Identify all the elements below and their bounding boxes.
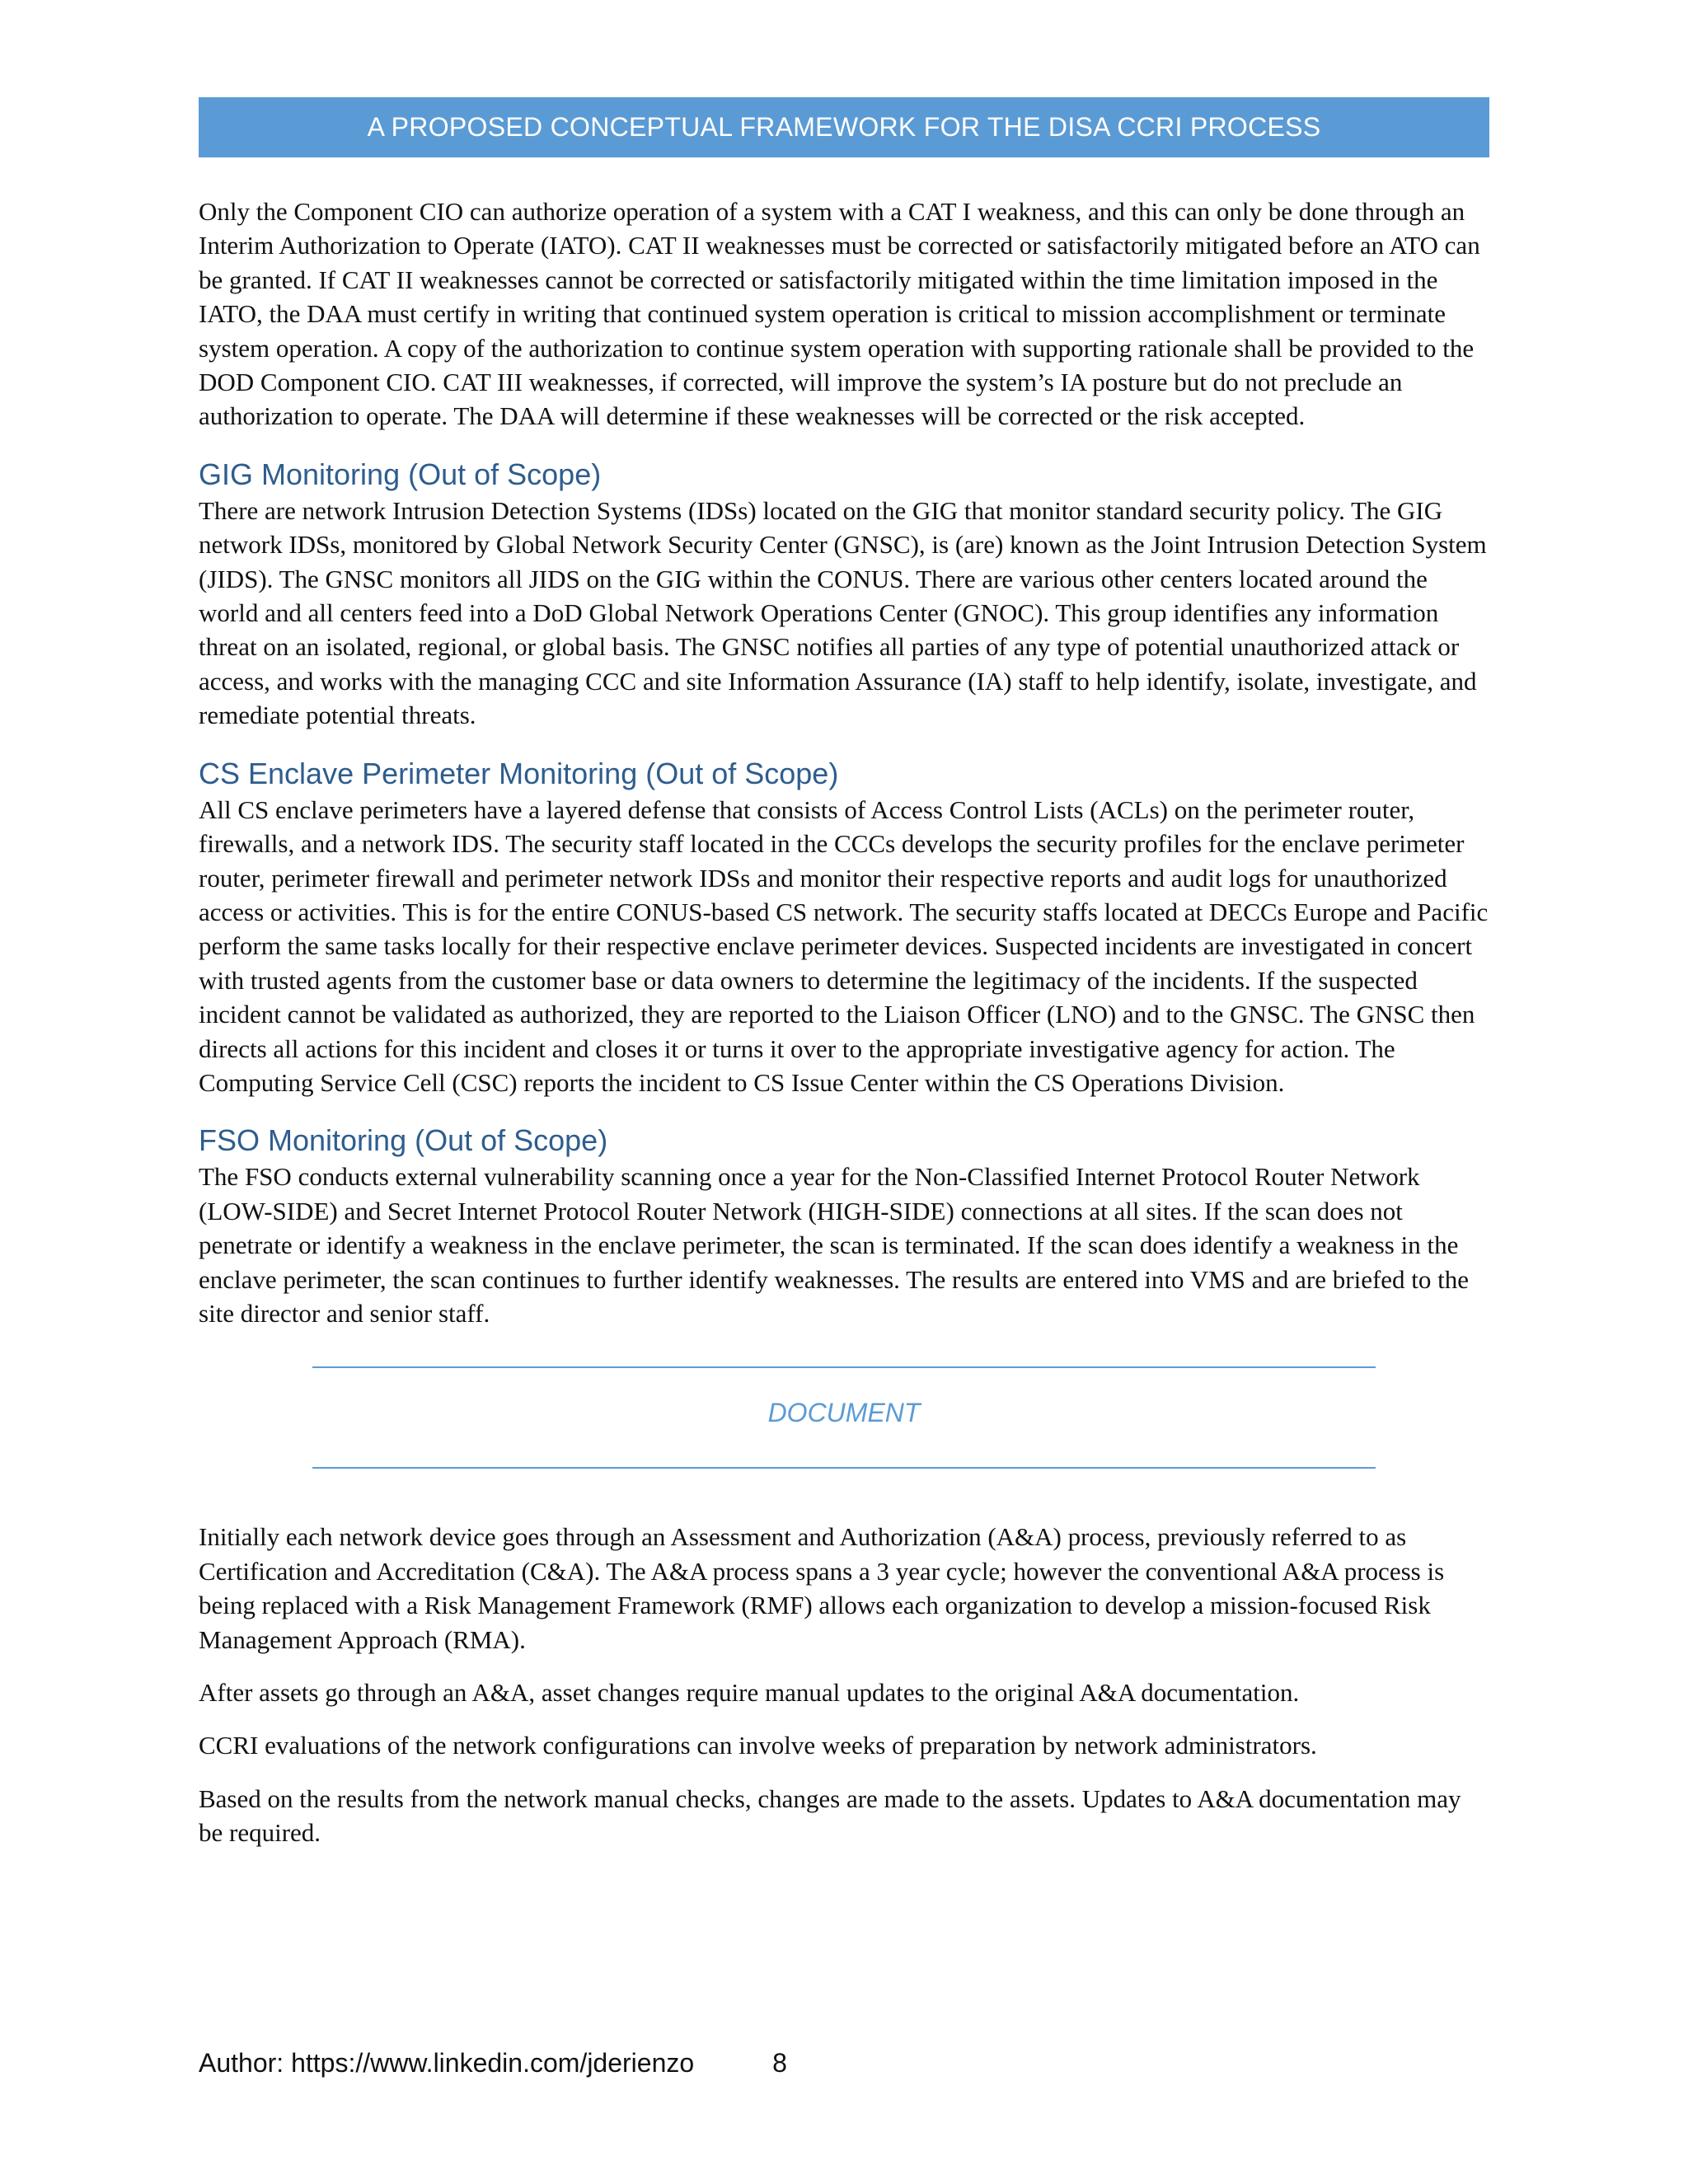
section-body: All CS enclave perimeters have a layered defense that consists of Access Control Lists (ACLs) on the perimeter router, firewalls, and a network IDS. The security staff located in the CCCs develops the security profiles for the enclave perimeter router, perimeter firewall and perimeter network IDSs and monitor their respective reports and audit logs for unauthorized access or activities. This is for the entire CONUS-based CS network. The security staffs located at DECCs Europe and Pacific perform the same tasks locally for their respective enclave perimeter devices. Suspected incidents are investigated in concert with trusted agents from the customer base or data owners to determine the legitimacy of the incidents. If the suspected incident cannot be validated as authorized, they are reported to the Liaison Officer (LNO) and to the GNSC. The GNSC then directs all actions for this incident and closes it or turns it over to the appropriate investigative agency for action. The Computing Service Cell (CSC) reports the incident to CS Issue Center within the CS Operations Division. — [199, 794, 1489, 1097]
closing-paragraph: After assets go through an A&A, asset changes require manual updates to the original A&A documentation. — [199, 1678, 1300, 1707]
quote-divider-bottom — [312, 1467, 1376, 1469]
footer-author: Author: https://www.linkedin.com/jderienzo — [199, 2048, 695, 2078]
closing-paragraph: CCRI evaluations of the network configurations can involve weeks of preparation by network administrators. — [199, 1731, 1317, 1760]
page-header-banner — [199, 97, 1489, 157]
closing-paragraph: Initially each network device goes through an Assessment and Authorization (A&A) process, previously referred to as Certification and Accreditation (C&A). The A&A process spans a 3 year cycle; however the conventional A&A process is being replaced with a Risk Management Framework (RMF) allows each organization to develop a mission-focused Risk Management Approach (RMA). — [199, 1522, 1445, 1654]
quote-text: DOCUMENT — [767, 1398, 921, 1428]
section-cs-enclave-monitoring — [199, 755, 1489, 1100]
section-heading: GIG Monitoring (Out of Scope) — [199, 457, 602, 491]
page-number: 8 — [772, 2048, 787, 2078]
page-footer — [199, 2048, 787, 2079]
quote-divider-top — [312, 1366, 1376, 1368]
section-gig-monitoring — [199, 456, 1489, 733]
section-body: There are network Intrusion Detection Systems (IDSs) located on the GIG that monitor standard security policy. The GIG network IDSs, monitored by Global Network Security Center (GNSC), is (are) known as the Joint Intrusion Detection System (JIDS). The GNSC monitors all JIDS on the GIG within the CONUS. There are various other centers located around the world and all centers feed into a DoD Global Network Operations Center (GNOC). This group identifies any information threat on an isolated, regional, or global basis. The GNSC notifies all parties of any type of potential unauthorized attack or access, and works with the managing CCC and site Information Assurance (IA) staff to help identify, isolate, investigate, and remediate potential threats. — [199, 495, 1487, 730]
intense-quote-block — [312, 1366, 1376, 1474]
header-title: A PROPOSED CONCEPTUAL FRAMEWORK FOR THE DISA CCRI PROCESS — [367, 112, 1321, 142]
closing-paragraphs — [199, 1520, 1489, 1849]
closing-paragraph: Based on the results from the network manual checks, changes are made to the assets. Updates to A&A documentation may be required. — [199, 1783, 1461, 1848]
section-heading: FSO Monitoring (Out of Scope) — [199, 1123, 608, 1158]
section-heading: CS Enclave Perimeter Monitoring (Out of Scope) — [199, 756, 839, 790]
intro-paragraph: Only the Component CIO can authorize operation of a system with a CAT I weakness, and this can only be done through an Interim Authorization to Operate (IATO). CAT II weaknesses must be corrected or satisfactorily mitigated before an ATO can be granted. If CAT II weaknesses cannot be corrected or satisfactorily mitigated within the time limitation imposed in the IATO, the DAA must certify in writing that continued system operation is critical to mission accomplishment or terminate system operation. A copy of the authorization to continue system operation with supporting rationale shall be provided to the DOD Component CIO. CAT III weaknesses, if corrected, will improve the system’s IA posture but do not preclude an authorization to operate. The DAA will determine if these weaknesses will be corrected or the risk accepted. — [199, 197, 1480, 431]
section-body: The FSO conducts external vulnerability scanning once a year for the Non-Classified Internet Protocol Router Network (LOW-SIDE) and Secret Internet Protocol Router Network (HIGH-SIDE) connections at all sites. If the scan does not penetrate or identify a weakness in the enclave perimeter, the scan is terminated. If the scan does identify a weakness in the enclave perimeter, the scan continues to further identify weaknesses. The results are entered into VMS and are briefed to the site director and senior staff. — [199, 1162, 1470, 1328]
section-fso-monitoring — [199, 1122, 1489, 1330]
page-content — [199, 194, 1489, 1850]
